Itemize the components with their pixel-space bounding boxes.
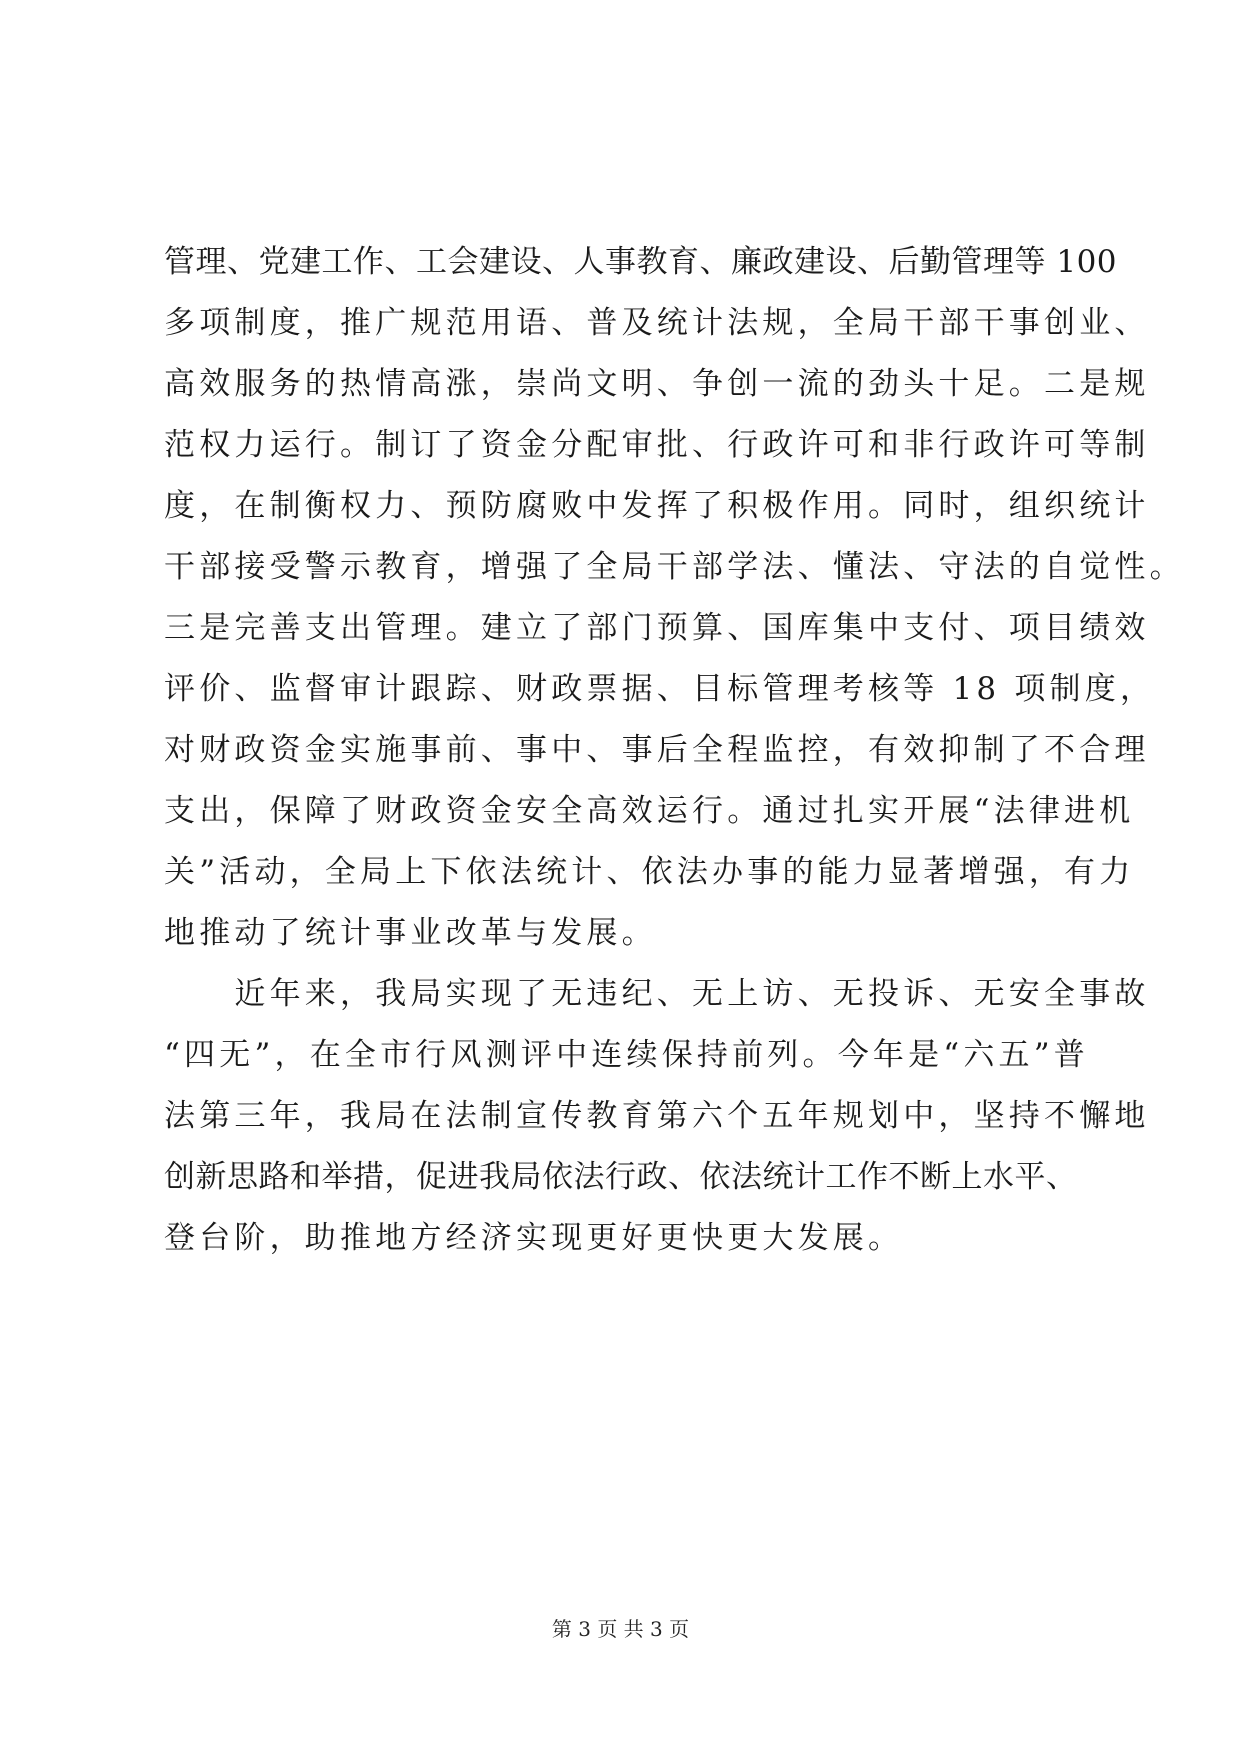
document-body bbox=[164, 232, 1185, 1269]
text-line: 三是完善支出管理。建立了部门预算、国库集中支付、项目绩效 bbox=[164, 610, 1150, 646]
text-line: 管理、党建工作、工会建设、人事教育、廉政建设、后勤管理等 100 bbox=[164, 244, 1118, 280]
text-line: 高效服务的热情高涨，崇尚文明、争创一流的劲头十足。二是规 bbox=[164, 366, 1150, 402]
text-line: 法第三年，我局在法制宣传教育第六个五年规划中，坚持不懈地 bbox=[164, 1098, 1150, 1134]
text-line: “四无”，在全市行风测评中连续保持前列。今年是“六五”普 bbox=[164, 1037, 1089, 1073]
text-line: 登台阶，助推地方经济实现更好更快更大发展。 bbox=[164, 1220, 904, 1256]
text-line: 度，在制衡权力、预防腐败中发挥了积极作用。同时，组织统计 bbox=[164, 488, 1150, 524]
text-line: 多项制度，推广规范用语、普及统计法规，全局干部干事创业、 bbox=[164, 305, 1150, 341]
text-line: 关”活动，全局上下依法统计、依法办事的能力显著增强，有力 bbox=[164, 854, 1135, 890]
text-line: 创新思路和举措，促进我局依法行政、依法统计工作不断上水平、 bbox=[164, 1159, 1078, 1195]
text-line: 地推动了统计事业改革与发展。 bbox=[164, 915, 657, 951]
text-line: 对财政资金实施事前、事中、事后全程监控，有效抑制了不合理 bbox=[164, 732, 1150, 768]
text-line: 评价、监督审计跟踪、财政票据、目标管理考核等 18 项制度， bbox=[164, 671, 1156, 707]
page-number-footer: 第 3 页 共 3 页 bbox=[551, 1617, 690, 1641]
paragraph-start-line: 近年来，我局实现了无违纪、无上访、无投诉、无安全事故 bbox=[164, 976, 1150, 1012]
text-line: 支出，保障了财政资金安全高效运行。通过扎实开展“法律进机 bbox=[164, 793, 1135, 829]
text-line: 范权力运行。制订了资金分配审批、行政许可和非行政许可等制 bbox=[164, 427, 1150, 463]
text-line: 干部接受警示教育，增强了全局干部学法、懂法、守法的自觉性。 bbox=[164, 549, 1185, 585]
